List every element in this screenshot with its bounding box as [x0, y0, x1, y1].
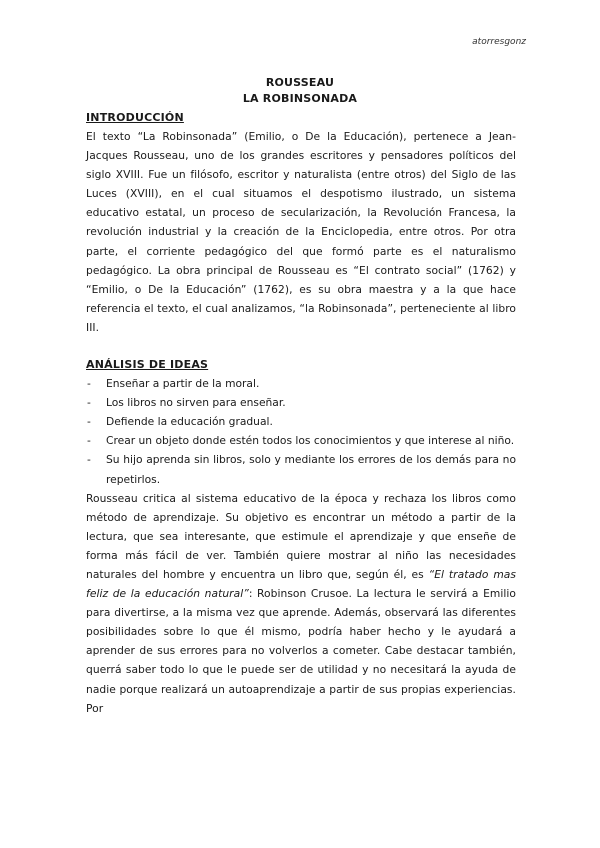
title-author: ROUSSEAU — [265, 76, 335, 89]
bullet-marker: - — [87, 396, 91, 410]
bullet-marker: - — [87, 415, 91, 429]
analysis-text-start: Rousseau critica al sistema educativo de la época y rechaza los libros como método de aprendizaje. Su objetivo es encontrar un método a partir de la lectura, que sea interesante, que estimule el aprendizaje y que enseñe de forma más fácil de ver. También quiere mostrar al niño las necesidades naturales del hombre y encuentra un libro que, según él, es — [86, 491, 516, 581]
analysis-quote: “El tratado mas feliz de la educación natural” — [86, 567, 517, 601]
list-item-text: Los libros no sirven para enseñar. — [106, 396, 286, 410]
list-item — [86, 431, 516, 450]
author-header: atorresgonz — [472, 37, 526, 47]
list-item — [86, 450, 516, 488]
ideas-list — [86, 374, 516, 489]
title-block — [0, 75, 600, 107]
document-body — [86, 108, 516, 718]
list-item-text: Defiende la educación gradual. — [106, 415, 273, 429]
list-item — [86, 374, 516, 393]
list-item — [86, 393, 516, 412]
intro-paragraph: El texto “La Robinsonada” (Emilio, o De la Educación), pertenece a Jean-Jacques Rousseau, uno de los grandes escritores y pensadores políticos del siglo XVIII. Fue un filósofo, escritor y naturalista (entre otros) del Siglo de las Luces (XVIII), en el cual situamos el despotismo ilustrado, un sistema educativo estatal, un proceso de secularización, la Revolución Francesa, la revolución industrial y la creación de la Enciclopedia, entre otros. Por otra parte, el corriente pedagógico del que formó parte es el naturalismo pedagógico. La obra principal de Rousseau es “El contrato social” (1762) y “Emilio, o De la Educación” (1762), es su obra maestra y a la que hace referencia el texto, el cual analizamos, “la Robinsonada”, perteneciente al libro III. — [86, 130, 516, 334]
list-item-text: Su hijo aprenda sin libros, solo y mediante los errores de los demás para no repetirlos. — [106, 453, 516, 486]
title-work: LA ROBINSONADA — [242, 92, 358, 105]
analysis-heading: ANÁLISIS DE IDEAS — [86, 358, 209, 372]
list-item-text: Enseñar a partir de la moral. — [106, 377, 260, 391]
bullet-marker: - — [87, 453, 91, 467]
analysis-text-end: : Robinson Crusoe. La lectura le servirá a Emilio para divertirse, a la misma vez que aprende. Además, observará las diferentes posibilidades sobre lo que él mismo, podría haber hecho y le ayudará a aprender de sus errores para no volverlos a cometer. Cabe destacar también, querrá saber todo lo que le puede ser de utilidad y no necesitará la ayuda de nadie porque realizará un autoaprendizaje a partir de sus propias experiencias. Por — [86, 587, 516, 715]
section-gap — [86, 337, 516, 355]
analysis-paragraph — [86, 489, 516, 718]
intro-heading: INTRODUCCIÓN — [86, 111, 184, 124]
bullet-marker: - — [87, 377, 91, 391]
list-item — [86, 412, 516, 431]
list-item-text: Crear un objeto donde estén todos los conocimientos y que interese al niño. — [106, 434, 515, 448]
bullet-marker: - — [87, 434, 91, 448]
